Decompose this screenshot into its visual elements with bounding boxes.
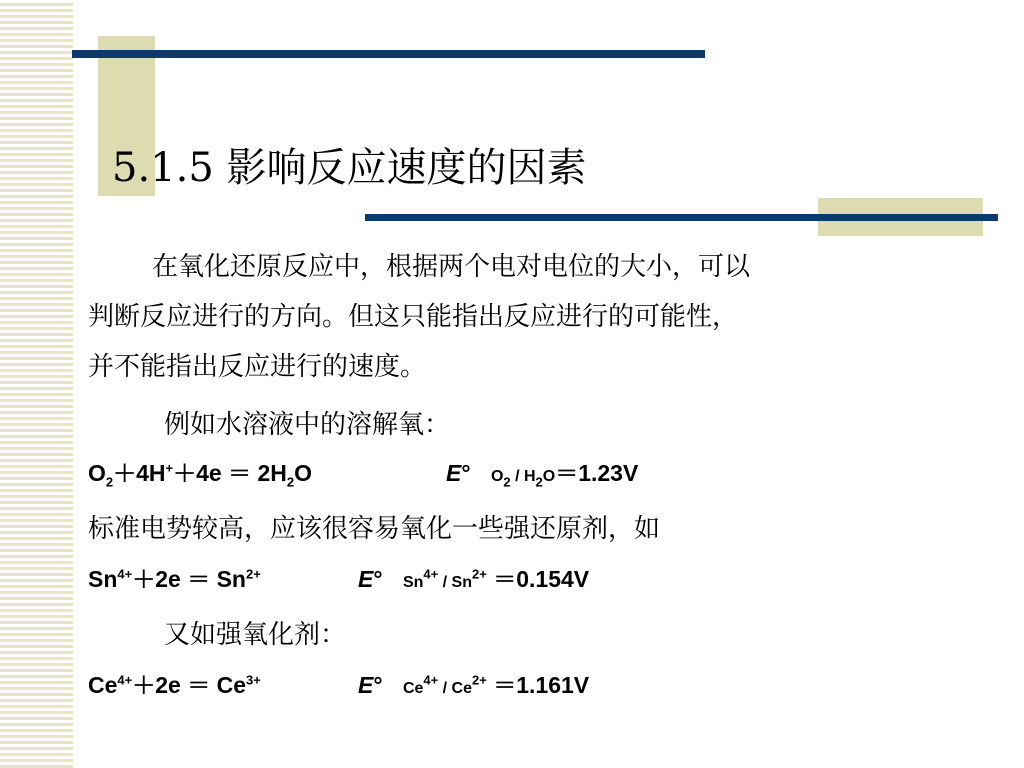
eq3-mid: ＋2e ＝ Ce xyxy=(132,672,246,698)
eq2-sn: Sn xyxy=(88,566,118,592)
eq1-couple-h-sub: 2 xyxy=(535,474,543,490)
paragraph-line-2: 判断反应进行的方向。但这只能指出反应进行的可能性， xyxy=(88,302,739,332)
eq1-e-symbol: E xyxy=(446,460,462,486)
eq2-potential xyxy=(358,564,589,598)
page-title: 5.1.5 影响反应速度的因素 xyxy=(112,145,587,191)
equation-tin xyxy=(88,564,261,594)
top-rule xyxy=(72,50,705,58)
eq2-mid: ＋2e ＝ Sn xyxy=(132,566,246,592)
eq2-couple-slash: / Sn xyxy=(438,574,472,591)
eq1-note: 标准电势较高，应该很容易氧化一些强还原剂，如 xyxy=(88,514,661,544)
eq3-ce: Ce xyxy=(88,672,118,698)
eq3-potential xyxy=(358,670,589,704)
eq3-value: ＝1.161V xyxy=(486,672,590,698)
eq3-degree: ° xyxy=(373,672,383,698)
eq1-o-sub: 2 xyxy=(105,474,114,490)
eq3-couple-slash: / Ce xyxy=(438,680,473,697)
eq2-couple-a-sup: 4+ xyxy=(423,566,439,582)
eq1-plus-4e: ＋4e ＝ 2H xyxy=(173,460,287,486)
eq3-e-symbol: E xyxy=(358,672,374,698)
eq1-couple-slash: / H xyxy=(510,468,536,485)
example-intro: 例如水溶液中的溶解氧： xyxy=(164,410,451,440)
eq2-value: ＝0.154V xyxy=(486,566,590,592)
eq1-potential xyxy=(446,458,638,492)
left-stripe-band xyxy=(0,0,73,768)
eq3-couple-a: Ce xyxy=(402,680,424,697)
equation-oxygen xyxy=(88,458,312,488)
eq1-couple-o-sub: 2 xyxy=(503,474,511,490)
eq2-e-symbol: E xyxy=(358,566,374,592)
eq3-couple-b-sup: 2+ xyxy=(472,672,487,688)
eq3-couple-a-sup: 4+ xyxy=(423,672,439,688)
eq1-value: ＝1.23V xyxy=(555,460,639,486)
eq1-couple-o: O xyxy=(490,468,504,485)
paragraph-line-3: 并不能指出反应进行的速度。 xyxy=(88,352,427,382)
equation-cerium xyxy=(88,670,261,700)
intro-paragraph xyxy=(88,242,968,392)
oxidant-intro: 又如强氧化剂： xyxy=(164,620,347,650)
eq1-h2-sub: 2 xyxy=(286,474,295,490)
eq1-h-sup: + xyxy=(165,460,174,476)
eq3-ce-sup: 4+ xyxy=(117,672,133,688)
eq2-sn-sup: 4+ xyxy=(117,566,133,582)
eq1-plus-4h: ＋4H xyxy=(113,460,166,486)
eq1-o-end: O xyxy=(294,460,313,486)
eq1-degree: ° xyxy=(461,460,471,486)
eq2-degree: ° xyxy=(373,566,383,592)
eq2-sn2-sup: 2+ xyxy=(245,566,261,582)
eq3-ce3-sup: 3+ xyxy=(246,672,261,688)
eq2-couple-b-sup: 2+ xyxy=(472,566,487,582)
eq1-couple-o-end: O xyxy=(542,468,556,485)
title-underline-rule xyxy=(365,214,998,221)
paragraph-line-1: 在氧化还原反应中，根据两个电对电位的大小，可以 xyxy=(152,252,751,282)
eq1-o: O xyxy=(88,460,106,486)
eq2-couple-a: Sn xyxy=(402,574,424,591)
